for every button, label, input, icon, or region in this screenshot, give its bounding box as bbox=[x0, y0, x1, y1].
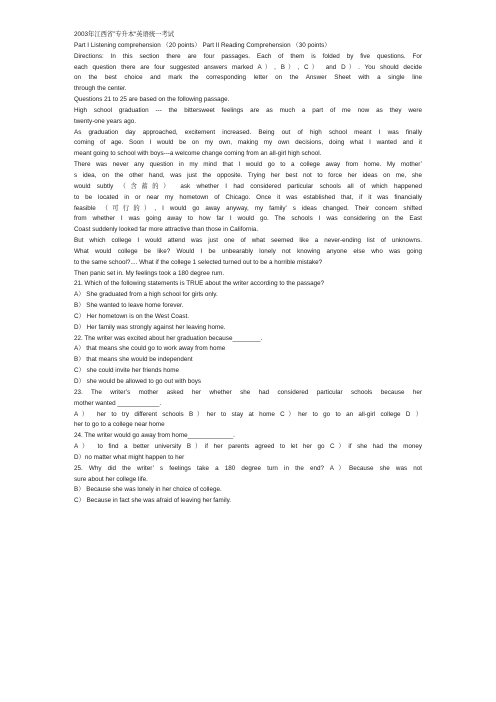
text-line: A） to find a better university B）if her parents agreed to let her go C）if she had the money bbox=[74, 443, 422, 451]
text-line: to the same school?.... What if the college 1 selected turned out to be a horrible mistake? bbox=[74, 258, 323, 266]
text-line: B） Because she was lonely in her choice of college. bbox=[74, 486, 222, 494]
text-line: D）no matter what might happen to her bbox=[74, 453, 185, 461]
text-line: C） she could invite her friends home bbox=[74, 367, 179, 375]
text-line: Part I Listening comprehension （20 points） Part II Reading Comprehension （30 points） bbox=[74, 41, 331, 49]
text-line: s idea, on the other hand, was just the opposite. Trying her best not to force her ideas on me, she bbox=[74, 171, 422, 179]
text-line: 2003年江西省”专升本“英语统一考试 bbox=[74, 31, 175, 38]
document-page bbox=[74, 30, 422, 507]
text-line: There was never any question in my mind that I would go to a college away from home. My mother’ bbox=[74, 161, 422, 169]
text-line: D） she would be allowed to go out with boys bbox=[74, 378, 202, 385]
text-line: B） She wanted to leave home forever. bbox=[74, 302, 184, 310]
text-line: twenty-one years ago. bbox=[74, 117, 136, 125]
text-line: meant going to school with boys---a welcome change coming from an all-girl high school. bbox=[74, 150, 322, 158]
text-line: her to go to a college near home bbox=[74, 421, 165, 429]
text-line: 24. The writer would go away from home_____________. bbox=[74, 432, 235, 440]
text-line: A） her to try different schools B）her to stay at home C）her to go to an all-girl college D ） bbox=[74, 410, 422, 418]
text-line: 22. The writer was excited about her graduation because________. bbox=[74, 334, 263, 342]
text-line: Questions 21 to 25 are based on the following passage. bbox=[74, 96, 230, 104]
text-line: Then panic set in. My feelings took a 180 degree rum. bbox=[74, 269, 225, 277]
text-line: would subtly （含蓄的） ask whether I had considered particular schools all of which happened bbox=[74, 182, 422, 190]
text-line: B） that means she would be independent bbox=[74, 356, 193, 364]
text-line: from whether I was going away to how far I would go. The schools I was considering on the East bbox=[74, 215, 422, 223]
text-line: 25. Why did the writer’ s feelings take a 180 degree turn in the end? A）Because she was not bbox=[74, 464, 422, 472]
text-line: But which college I would attend was just one of what seemed like a never-ending list of unknowns. bbox=[74, 237, 422, 245]
text-line: As graduation day approached, excitement increased. Being out of high school meant I was finally bbox=[74, 128, 422, 136]
text-line: D） Her family was strongly against her leaving home. bbox=[74, 323, 226, 331]
text-line: 23. The writer’s mother asked her whether she had considered particular schools because her bbox=[74, 388, 422, 396]
text-line: each question there are four suggested answers marked A）, B）, C） and D）. You should decide bbox=[74, 63, 422, 71]
text-line: C） Because in fact she was afraid of leaving her family. bbox=[74, 497, 232, 505]
text-line: What would college be like? Would I be unbearably lonely not knowing anyone else who was going bbox=[74, 247, 422, 255]
text-line: 21. Which of the following statements is TRUE about the writer according to the passage? bbox=[74, 280, 325, 288]
text-line: mother wanted ____________. bbox=[74, 399, 162, 407]
text-line: through the center. bbox=[74, 85, 127, 93]
text-line: High school graduation --- the bittersweet feelings are as much a part of me now as they were bbox=[74, 106, 422, 114]
text-line: on the best choice and mark the corresponding letter on the Answer Sheet with a single line bbox=[74, 74, 422, 82]
text-line: coming of age. Soon I would be on my own, making my own decisions, doing what I wanted and it bbox=[74, 139, 422, 147]
text-line: A） She graduated from a high school for girls only. bbox=[74, 291, 218, 299]
text-line: A） that means she could go to work away from home bbox=[74, 345, 226, 353]
text-line: Directions: In this section there are four passages. Each of them is folded by five questions. For bbox=[74, 52, 422, 60]
text-line: to be located in or near my hometown of Chicago. Once it was established that, if it was financially bbox=[74, 193, 422, 201]
text-line: feasible （可行的）, I would go away anyway, my family’ s ideas changed. Their concern shifted bbox=[74, 204, 422, 212]
text-line: Coast suddenly looked far more attractive than those in California. bbox=[74, 226, 259, 234]
text-line: C） Her hometown is on the West Coast. bbox=[74, 312, 190, 320]
text-line: sure about her college life. bbox=[74, 475, 148, 483]
